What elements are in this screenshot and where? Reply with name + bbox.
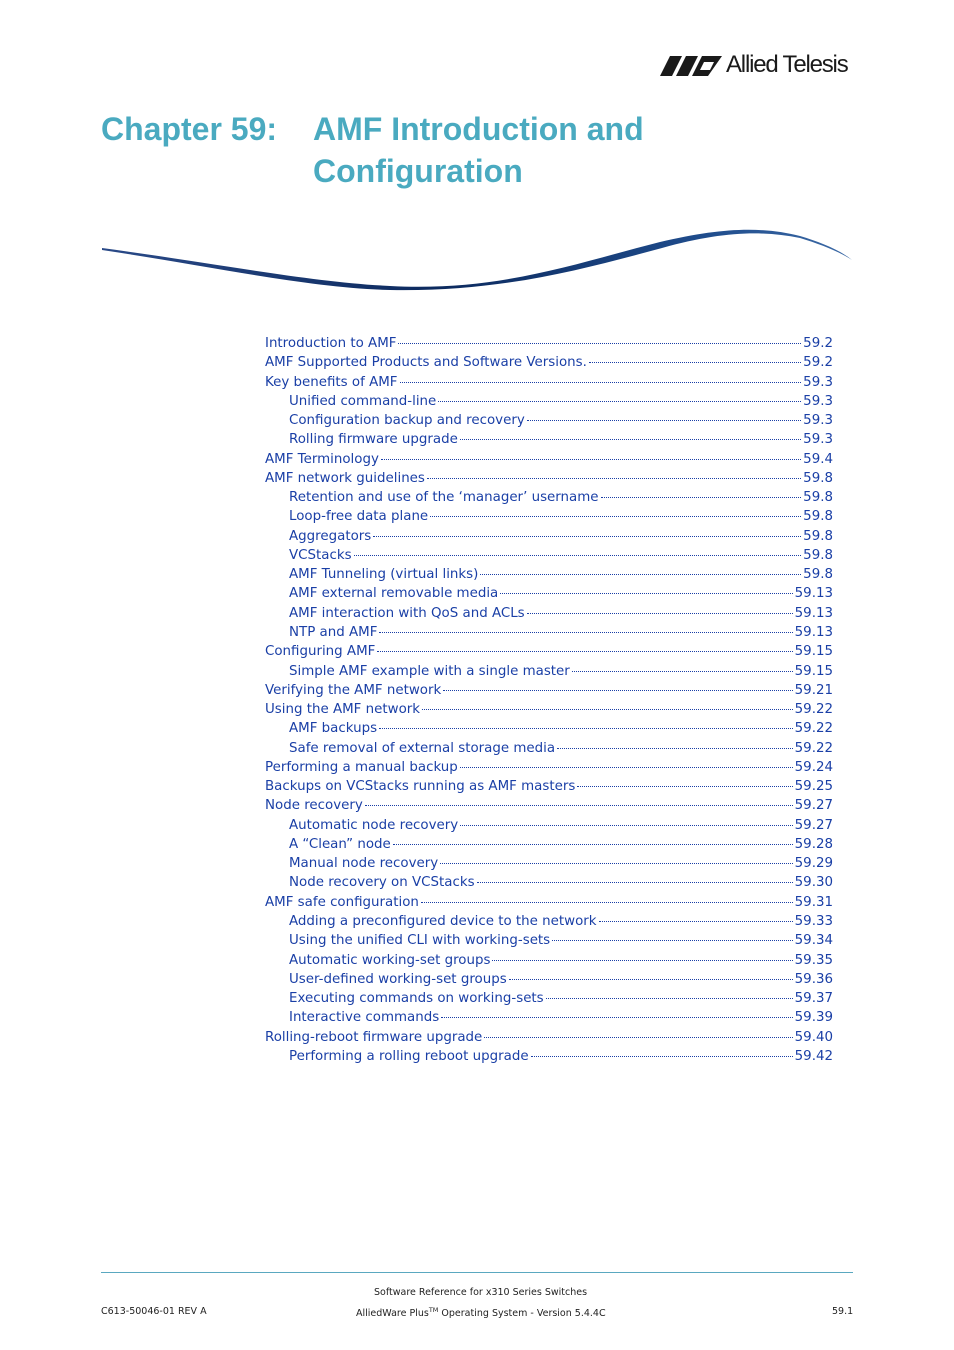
toc-dot-leader — [379, 728, 793, 729]
toc-entry-page[interactable]: 59.39 — [794, 1010, 833, 1026]
toc-entry-title[interactable]: Automatic node recovery — [289, 817, 459, 833]
toc-dot-leader — [354, 555, 802, 556]
toc-entry-title[interactable]: Simple AMF example with a single master — [289, 663, 570, 679]
toc-dot-leader — [430, 516, 801, 517]
toc-dot-leader — [421, 902, 793, 903]
toc-dot-leader — [500, 593, 792, 594]
toc-entry-title[interactable]: Retention and use of the ‘manager’ username — [289, 490, 599, 506]
toc-dot-leader — [546, 998, 793, 999]
toc-entry-title[interactable]: Configuration backup and recovery — [289, 413, 525, 429]
toc-dot-leader — [589, 362, 801, 363]
footer-doc-code: C613-50046-01 REV A — [101, 1306, 207, 1317]
toc-entry[interactable] — [265, 1008, 833, 1027]
toc-entry[interactable] — [265, 893, 833, 912]
toc-entry[interactable] — [265, 584, 833, 603]
toc-entry[interactable] — [265, 488, 833, 507]
toc-dot-leader — [557, 748, 793, 749]
toc-dot-leader — [477, 882, 793, 883]
toc-entry-page[interactable]: 59.8 — [803, 490, 833, 506]
toc-entry[interactable] — [265, 662, 833, 681]
toc-dot-leader — [492, 960, 792, 961]
toc-dot-leader — [527, 613, 793, 614]
toc-entry[interactable] — [265, 873, 833, 892]
toc-entry-title[interactable]: Loop-free data plane — [289, 509, 429, 525]
toc-entry-page[interactable]: 59.15 — [794, 644, 833, 660]
toc-entry-page[interactable]: 59.31 — [794, 894, 833, 910]
toc-entry-page[interactable]: 59.3 — [803, 374, 833, 390]
footer-os-version — [356, 1306, 606, 1319]
toc-dot-leader — [509, 979, 793, 980]
toc-entry[interactable] — [265, 719, 833, 738]
toc-entry[interactable] — [265, 642, 833, 661]
toc-entry-page[interactable]: 59.4 — [803, 451, 833, 467]
toc-entry[interactable] — [265, 970, 833, 989]
toc-entry-title[interactable]: AMF backups — [289, 721, 378, 737]
toc-entry-page[interactable]: 59.27 — [794, 798, 833, 814]
toc-entry[interactable] — [265, 604, 833, 623]
toc-entry[interactable] — [265, 739, 833, 758]
toc-entry-title[interactable]: NTP and AMF — [289, 624, 378, 640]
toc-entry-page[interactable]: 59.37 — [794, 991, 833, 1007]
toc-entry[interactable] — [265, 700, 833, 719]
toc-entry-title[interactable]: Automatic working-set groups — [289, 952, 491, 968]
toc-entry-page[interactable]: 59.3 — [803, 413, 833, 429]
toc-entry[interactable] — [265, 912, 833, 931]
toc-dot-leader — [398, 343, 801, 344]
toc-entry-title[interactable]: Rolling-reboot firmware upgrade — [265, 1029, 483, 1045]
toc-entry-page[interactable]: 59.15 — [794, 663, 833, 679]
toc-entry-title[interactable]: Node recovery — [265, 798, 363, 814]
toc-dot-leader — [365, 805, 793, 806]
toc-entry-page[interactable]: 59.29 — [794, 856, 833, 872]
toc-dot-leader — [381, 459, 801, 460]
toc-entry[interactable] — [265, 392, 833, 411]
toc-entry-page[interactable]: 59.8 — [803, 547, 833, 563]
table-of-contents — [265, 334, 833, 1066]
toc-entry-title[interactable]: User-defined working-set groups — [289, 971, 507, 987]
toc-entry-title[interactable]: Performing a rolling reboot upgrade — [289, 1048, 529, 1064]
toc-dot-leader — [427, 478, 801, 479]
toc-entry[interactable] — [265, 681, 833, 700]
toc-entry[interactable] — [265, 989, 833, 1008]
toc-entry-page[interactable]: 59.13 — [794, 624, 833, 640]
toc-entry-title[interactable]: Manual node recovery — [289, 856, 439, 872]
toc-entry-page[interactable]: 59.21 — [794, 682, 833, 698]
toc-entry-page[interactable]: 59.27 — [794, 817, 833, 833]
toc-entry-page[interactable]: 59.40 — [794, 1029, 833, 1045]
toc-dot-leader — [393, 844, 793, 845]
toc-entry[interactable] — [265, 469, 833, 488]
toc-entry-title[interactable]: Node recovery on VCStacks — [289, 875, 475, 891]
toc-entry[interactable] — [265, 951, 833, 970]
footer-page-number: 59.1 — [832, 1306, 854, 1317]
toc-dot-leader — [531, 1056, 793, 1057]
toc-entry[interactable] — [265, 353, 833, 372]
toc-entry-page[interactable]: 59.3 — [803, 432, 833, 448]
toc-entry-page[interactable]: 59.42 — [794, 1048, 833, 1064]
toc-entry-page[interactable]: 59.3 — [803, 393, 833, 409]
toc-entry-page[interactable]: 59.8 — [803, 470, 833, 486]
toc-dot-leader — [460, 767, 793, 768]
toc-entry-title[interactable]: Interactive commands — [289, 1010, 440, 1026]
toc-entry-page[interactable]: 59.8 — [803, 509, 833, 525]
toc-dot-leader — [460, 825, 792, 826]
toc-entry[interactable] — [265, 334, 833, 353]
chapter-number: Chapter 59: — [101, 111, 278, 147]
toc-entry[interactable] — [265, 854, 833, 873]
toc-entry-page[interactable]: 59.25 — [794, 779, 833, 795]
brand-name: Allied Telesis — [726, 51, 848, 78]
toc-entry-title[interactable]: AMF Terminology — [265, 451, 379, 467]
toc-entry-page[interactable]: 59.22 — [794, 740, 833, 756]
toc-entry-page[interactable]: 59.8 — [803, 567, 833, 583]
toc-entry[interactable] — [265, 565, 833, 584]
toc-dot-leader — [438, 401, 801, 402]
toc-entry-title[interactable]: A “Clean” node — [289, 836, 391, 852]
toc-entry-page[interactable]: 59.28 — [794, 836, 833, 852]
toc-entry-title[interactable]: AMF interaction with QoS and ACLs — [289, 605, 525, 621]
toc-entry-title[interactable]: Unified command-line — [289, 393, 437, 409]
toc-dot-leader — [440, 863, 792, 864]
toc-entry-title[interactable]: Rolling firmware upgrade — [289, 432, 458, 448]
toc-entry[interactable] — [265, 758, 833, 777]
toc-entry[interactable] — [265, 411, 833, 430]
toc-entry-title[interactable]: Executing commands on working-sets — [289, 991, 544, 1007]
toc-entry-page[interactable]: 59.13 — [794, 605, 833, 621]
toc-dot-leader — [400, 382, 802, 383]
toc-entry[interactable] — [265, 430, 833, 449]
toc-entry-title[interactable]: Verifying the AMF network — [265, 682, 442, 698]
toc-entry[interactable] — [265, 931, 833, 950]
toc-entry-title[interactable]: Configuring AMF — [265, 644, 376, 660]
toc-dot-leader — [422, 709, 793, 710]
toc-entry-page[interactable]: 59.35 — [794, 952, 833, 968]
toc-entry-title[interactable]: Performing a manual backup — [265, 759, 458, 775]
footer-os-prefix: AlliedWare Plus — [356, 1308, 429, 1319]
footer-os-suffix: Operating System - Version 5.4.4C — [438, 1308, 606, 1319]
toc-dot-leader — [577, 786, 792, 787]
toc-entry-page[interactable]: 59.24 — [794, 759, 833, 775]
toc-entry-title[interactable]: AMF external removable media — [289, 586, 499, 602]
toc-entry-page[interactable]: 59.2 — [803, 336, 833, 351]
toc-entry-title[interactable]: Using the unified CLI with working-sets — [289, 933, 551, 949]
toc-dot-leader — [572, 671, 793, 672]
toc-entry[interactable] — [265, 777, 833, 796]
toc-entry-title[interactable]: VCStacks — [289, 547, 352, 563]
toc-dot-leader — [443, 690, 792, 691]
toc-entry-page[interactable]: 59.36 — [794, 971, 833, 987]
footer-divider — [101, 1272, 853, 1273]
toc-entry-title[interactable]: Using the AMF network — [265, 702, 421, 718]
toc-entry-title[interactable]: Introduction to AMF — [265, 336, 397, 351]
toc-dot-leader — [599, 921, 793, 922]
toc-entry-title[interactable]: Backups on VCStacks running as AMF masters — [265, 779, 576, 795]
toc-entry-title[interactable]: AMF safe configuration — [265, 894, 419, 910]
toc-dot-leader — [379, 632, 792, 633]
toc-entry-title[interactable]: Adding a preconfigured device to the network — [289, 913, 597, 929]
toc-entry-page[interactable]: 59.33 — [794, 913, 833, 929]
toc-entry-page[interactable]: 59.2 — [803, 355, 833, 371]
toc-entry[interactable] — [265, 373, 833, 392]
toc-entry[interactable] — [265, 1047, 833, 1066]
toc-dot-leader — [601, 497, 802, 498]
toc-entry-title[interactable]: Safe removal of external storage media — [289, 740, 556, 756]
toc-entry[interactable] — [265, 507, 833, 526]
toc-entry-page[interactable]: 59.22 — [794, 721, 833, 737]
toc-entry-page[interactable]: 59.34 — [794, 933, 833, 949]
toc-dot-leader — [484, 1037, 792, 1038]
toc-dot-leader — [480, 574, 801, 575]
toc-entry[interactable] — [265, 546, 833, 565]
chapter-name: AMF Introduction and Configuration — [313, 111, 644, 189]
toc-entry[interactable] — [265, 623, 833, 642]
toc-dot-leader — [460, 439, 801, 440]
toc-entry[interactable] — [265, 796, 833, 815]
toc-entry-title[interactable]: AMF network guidelines — [265, 470, 425, 486]
toc-dot-leader — [527, 420, 801, 421]
toc-entry-title[interactable]: AMF Tunneling (virtual links) — [289, 567, 479, 583]
toc-entry-title[interactable]: AMF Supported Products and Software Versions. — [265, 355, 587, 371]
toc-entry[interactable] — [265, 816, 833, 835]
toc-entry-page[interactable]: 59.8 — [803, 528, 833, 544]
toc-dot-leader — [373, 536, 801, 537]
toc-entry[interactable] — [265, 527, 833, 546]
toc-entry-page[interactable]: 59.13 — [794, 586, 833, 602]
toc-dot-leader — [441, 1017, 792, 1018]
allied-telesis-logo — [660, 50, 856, 82]
toc-entry[interactable] — [265, 450, 833, 469]
toc-entry-title[interactable]: Key benefits of AMF — [265, 374, 398, 390]
toc-entry[interactable] — [265, 1028, 833, 1047]
toc-entry-page[interactable]: 59.30 — [794, 875, 833, 891]
toc-entry-title[interactable]: Aggregators — [289, 528, 372, 544]
toc-entry-page[interactable]: 59.22 — [794, 702, 833, 718]
allied-telesis-logo-mark — [660, 56, 722, 76]
toc-entry[interactable] — [265, 835, 833, 854]
footer-document-title: Software Reference for x310 Series Switches — [374, 1287, 588, 1298]
toc-dot-leader — [552, 940, 792, 941]
toc-dot-leader — [377, 651, 792, 652]
decorative-wave-swoosh — [100, 222, 854, 294]
footer-os-trademark: TM — [428, 1306, 439, 1314]
